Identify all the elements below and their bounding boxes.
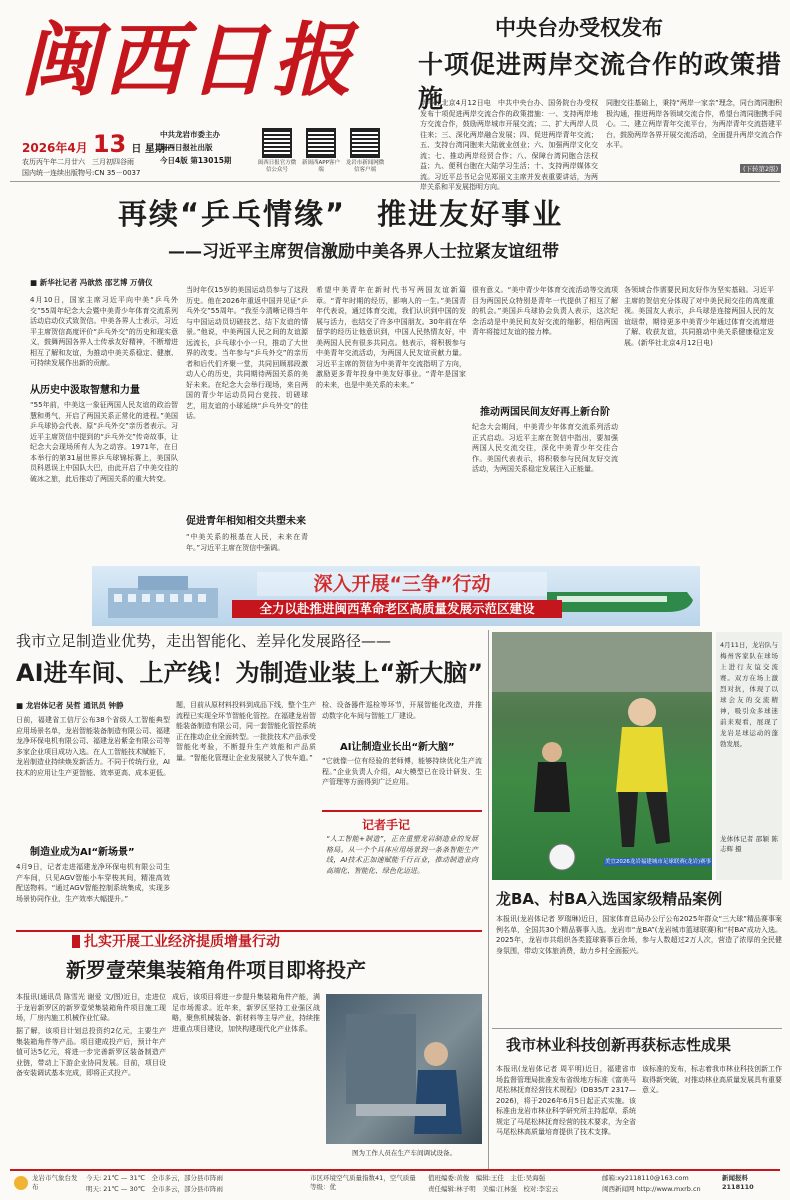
hotline: 新闻报料 2118110: [722, 1174, 754, 1191]
lead-col2: 当时年仅15岁的美国运动员参与了这段历史。他在2026年重返中国并见证“乒乓外交”55周年。“我至今清晰记得当年与中国运动员切磋技艺、结下友谊的情景。”他说，中美两国人民之间的友谊源远流长，乒乓球小小一只，推动了大世界的改变。当年参与“乒乓外交”的亲历者和后代们齐聚一堂，共同回顾那段激动人心的历史，共同期待两国关系的美好未来。在纪念大会举行现场，来自两国的青少年运动员同台竞技、切磋球艺，用友谊的小球延续“乒乓外交”的佳话。: [186, 286, 308, 420]
photo-caption: 4月11日，龙岩队与梅州客家队在球场上进行友谊交流赛。双方在场上激烈对抗，体现了以球会友的交流精神，吸引众多球迷前来观看，展现了龙岩足球运动的蓬勃发展。: [720, 641, 778, 748]
ai-col1: 日前，福建省工信厅公布38个省级人工智能典型应用场景名单，龙岩智能装备制造有限公司、福建龙净环保电机有限公司、福建龙岩紫金有限公司等多家企业项目成功入选。在人工智能技术赋能下，龙岩制造业持续焕发新活力。不同于传统行业，AI技术的应用让生产更智能、效率更高、成本更低。: [16, 716, 170, 777]
lead-col4: 很有意义。“美中青少年体育交流活动等交流项目为两国民众特别是青年一代提供了相互了解的机会。”美国乒乓球协会负责人表示，这次纪念活动是中美民间友好交流的缩影，相信两国青年将接过友谊的接力棒。: [472, 286, 618, 336]
factory-photo[interactable]: [326, 994, 482, 1144]
ai-headline[interactable]: AI进车间、上产线！为制造业装上“新大脑”: [16, 659, 484, 687]
date-line: [22, 130, 175, 158]
lunar-date: 农历丙午年二月廿六 三月初四谷雨: [22, 158, 134, 166]
lead-col4-subhead: 推动两国民间友好再上新台阶: [480, 407, 610, 418]
industry-body2: 成后，该项目将进一步提升集装箱角件产能，满足市场需求。近年来，新罗区坚持工业强区战略，聚焦机械装备、新材料等主导产业，持续推进重点项目建设，加快构建现代化产业体系。: [172, 993, 320, 1033]
weekday: 日 星期一: [131, 144, 175, 155]
top-story: [400, 0, 785, 191]
promo-label: 美宜2026龙岩福建城市足球联赛(龙岩)赛事: [604, 859, 712, 865]
editor-credits: 值班编委:黄俊 编辑:王佳 主任:吴海强: [428, 1174, 546, 1182]
factory-scene: [326, 994, 482, 1144]
top-story-title[interactable]: 中央台办受权发布: [495, 16, 663, 40]
qr-caption: 龙岩市新闻网微信客户端: [345, 160, 385, 173]
ai-col3: 检、设备器件巡检等环节，开展智能化改造，并推动数字化车间与智能工厂建设。: [322, 701, 482, 720]
weather-icon: [14, 1176, 28, 1190]
lead-col1: 4月10日，国家主席习近平向中美“乒乓外交”55周年纪念大会暨中美青少年体育交流系列活动启动仪式致贺信。中美各界人士表示，习近平主席贺信高度评价“乒乓外交”的历史和现实意义，鼓舞两国各界人士传承友好精神，不断增进相互了解和友谊，为推动中美关系稳定、健康、可持续发展作出新的贡献。: [30, 296, 178, 367]
lead-col5: 各领域合作需要民间友好作为坚实基础。习近平主席的贺信充分体现了对中美民间交往的高度重视。美国友人表示，乒乓球是连接两国人民的友谊纽带，期待更多中美青少年通过体育交流增进了解、收获友谊，共同推动中美关系健康稳定发展。(新华社北京4月12日电): [624, 286, 774, 347]
date-year-month: 2026年4月: [22, 141, 88, 155]
publisher-line: 闽西日报社出版: [160, 143, 213, 152]
banner-title[interactable]: 深入开展“三争”行动: [257, 572, 547, 596]
footer: [10, 1172, 780, 1198]
divider: [488, 630, 489, 1170]
lead-col2b: “中美关系的根基在人民，未来在青年。”习近平主席在贺信中强调。: [186, 533, 308, 552]
lead-col3: 希望中美青年在新时代书写两国友谊新篇章。“青年时期的经历，影响人的一生。”美国青年代表说，通过体育交流，我们认识到中国的发展与活力，也结交了许多中国朋友。30年前在华留学的经历让他意识到，中国人民热情友好，中美两国人民有很多共同点。他表示，将积极参与中美青年交流活动，为两国人民友谊贡献力量。习近平主席的贺信为中美青年交流指明了方向，激励更多青年投身中美友好事业。“青年是国家的未来，也是中美关系的未来。”: [316, 286, 466, 389]
ba-headline[interactable]: 龙BA、村BA入选国家级精品案例: [496, 890, 723, 908]
industry-label-bar: [16, 930, 482, 950]
weather-source: 龙岩市气象台发布: [32, 1174, 78, 1191]
qr-code[interactable]: [306, 128, 336, 158]
ai-col1b: 4月9日，记者走进福建龙净环保电机有限公司生产车间，只见AGV智能小车穿梭其间，精准高效配送物料。“通过AGV智能控制系统集成，实现多场景协同作业，生产效率大幅提升。”: [16, 863, 170, 903]
ai-kicker: 我市立足制造业优势，走出智能化、差异化发展路径——: [16, 632, 392, 650]
qr-code[interactable]: [350, 128, 380, 158]
website-link[interactable]: 闽西新闻网 http://www.mxrb.cn: [602, 1185, 701, 1193]
top-story-body-right: 同胞交往基础上，秉持“两岸一家亲”理念，同台湾同胞积极沟通，推进两岸各领域交流合作，希望台湾同胞携手同心。二、建立两岸青年交流平台，为两岸青年交流搭建平台，鼓励两岸各界开展交流活动，全面提升两岸交流合作水平。: [606, 99, 782, 149]
ba-body: 本报讯(龙岩体记者 罗瑞琳)近日，国家体育总局办公厅公布2025年群众“三大球”精品赛事案例名单，全国共30个精品赛事入选。龙岩市“龙BA”(龙岩城市篮球联赛)和“村BA”成功入选。2025年，龙岩市共组织各类篮球赛事百余场，参与人数超过2万人次，营造了浓厚的全民健身氛围，带动文体旅消费，助力乡村全面振兴。: [496, 915, 782, 955]
forestry-body2: 该标准的发布，标志着我市林业科技创新工作取得新突破，对推动林业高质量发展具有重要意义。: [642, 1065, 782, 1094]
editor-note-box: [322, 810, 482, 924]
air-quality: 市区环境空气质量指数41，空气质量等级：优: [310, 1174, 416, 1191]
lead-col4b: 纪念大会期间，中美青少年体育交流系列活动正式启动。习近平主席在贺信中指出，要加强两国人民交流交往，深化中美青少年交往合作。美国代表表示，将积极参与民间友好交流活动，为两国关系稳定发展注入正能量。: [472, 423, 618, 473]
divider: [492, 1028, 782, 1029]
lead-col1-subhead: 从历史中汲取智慧和力量: [30, 385, 140, 396]
football-scene: [492, 632, 712, 880]
publisher-line: 中共龙岩市委主办: [160, 130, 220, 139]
weather-tomorrow: 明天: 21℃ — 30℃ 全市多云，部分县市阵雨: [86, 1185, 224, 1193]
lead-headline[interactable]: 再续“乒乓情缘” 推进友好事业: [118, 197, 564, 231]
ai-col2: 题，目前从原材料投料到成品下线，整个生产流程已实现全环节智能化管控。在福建龙岩智能装备制造有限公司，同一套智能化管控系统正在推动企业全面转型。一批批技术产品承受智能化考验，不断提升生产效能和产品质量。“智能化管理让企业发展驶入了快车道。”: [176, 701, 316, 762]
editor-note-title: 记者手记: [362, 818, 411, 832]
banner: [92, 566, 700, 626]
lead-subheadline: ——习近平主席贺信激励中美各界人士拉紧友谊纽带: [168, 242, 559, 262]
weather-today: 今天: 21℃ — 31℃ 全市多云，部分县市阵雨: [86, 1174, 224, 1182]
ai-col1-subhead: 制造业成为AI“新场景”: [30, 847, 135, 858]
continued-label: (下转第2版): [740, 164, 781, 173]
banner-subtitle: 全力以赴推进闽西革命老区高质量发展示范区建设: [232, 600, 562, 618]
industry-flag-icon: [72, 935, 80, 948]
email-link[interactable]: 邮箱:xy2118110@163.com: [602, 1174, 689, 1182]
industry-body: 据了解，该项目计划总投资约2亿元，主要生产集装箱角件等产品。项目建成投产后，预计年产值可达5亿元，将进一步完善新罗区装备制造产业链，带动上下游企业协同发展。目前，项目设备安装调试基本完成，即将正式投产。: [16, 1027, 166, 1077]
qr-caption: 新闽西APP客户端: [302, 160, 340, 173]
publisher-info: [160, 128, 255, 167]
industry-headline[interactable]: 新罗壹荣集装箱角件项目即将投产: [66, 958, 366, 982]
industry-byline: 本报讯(通讯员 陈雪光 谢爱 文/图)近日，走进位于龙岩新罗区的新罗壹荣集装箱角件项目施工现场，厂房内施工机械作业忙碌。: [16, 993, 166, 1022]
lead-byline: ■ 新华社记者 冯歆然 邵艺博 万倩仪: [30, 278, 153, 287]
date-day: 13: [92, 130, 127, 158]
ai-col3b: “它就像一位有经验的老师傅，能够持续优化生产流程。”企业负责人介绍，AI大模型已在设计研发、生产管理等方面得到广泛应用。: [322, 757, 482, 786]
qr-code[interactable]: [262, 128, 292, 158]
industry-label: 扎实开展工业经济提质增量行动: [84, 934, 280, 950]
editor-credits-2: 责任编辑:林子明 美编:江林强 校对:李宏云: [428, 1185, 559, 1193]
top-story-body: 新华社北京4月12日电 中共中央台办、国务院台办受权发布十项促进两岸交流合作的政策措施：一、支持两岸地方交流合作，鼓励两岸城市开展交流；二、扩大两岸人员往来；三、深化两岸融合发展；四、促进两岸青年交流；五、支持台湾同胞来大陆就业创业；六、加强两岸文化交流；七、推动两岸经贸合作；八、保障台湾同胞合法权益；九、便利台胞在大陆学习生活；十、支持两岸媒体交流。习近平总书记会见郑丽文主席并发表重要讲话，为两岸关系和平发展指明方向。: [420, 99, 598, 191]
ai-byline: ■ 龙岩体记者 吴哲 通讯员 钟静: [16, 701, 124, 710]
building-illustration: [98, 572, 238, 622]
lead-col1b: “55年前，中美这一象征两国人民友谊的政治智慧和勇气，开启了两国关系正常化的进程。”美国乒乓球协会代表、原“乒乓外交”亲历者表示。习近平主席贺信中提到的“乒乓外交”传奇故事，让纪念大会现场所有人为之动容。1971年，在日本举行的第31届世界乒乓球锦标赛上，美国队员科恩误上中国队大巴，由此开启了中美交往的破冰之旅，此后推动了两国关系的重大转变。: [30, 401, 178, 483]
masthead-logo: 闽西日报: [20, 13, 356, 107]
photo-caption-box: [716, 632, 782, 880]
publisher-line: 今日4版 第13015期: [160, 156, 232, 165]
divider: [10, 181, 780, 182]
qr-caption: 闽西日报官方微信公众号: [257, 160, 297, 173]
factory-photo-caption: 图为工作人员在生产车间调试设备。: [352, 1149, 456, 1157]
ai-col3-subhead: AI让制造业长出“新大脑”: [340, 742, 455, 753]
footer-rule: [10, 1169, 780, 1171]
editor-note-text: “人工智能+制造”，正在重塑龙岩制造业的发展格局。从一个个具体应用场景到一条条智能生产线，AI技术正加速赋能千行百业，推动制造业向高端化、智能化、绿色化迈进。: [326, 835, 478, 875]
forestry-body: 本报讯(龙岩体记者 周平明)近日，福建省市场监督管理局批准发布省级地方标准《富美马尾松林抚育经营技术规程》(DB35/T 2317—2026)，将于2026年6月5日起正式实施。该标准由龙岩市林业科学研究所主持起草，系统规定了马尾松林抚育经营的技术要求，为全省马尾松林高质量培育提供了技术支撑。: [496, 1065, 636, 1136]
football-photo[interactable]: [492, 632, 712, 880]
photo-credit: 龙体体记者 邵颖 陈志辉 摄: [720, 835, 778, 853]
forestry-headline[interactable]: 我市林业科技创新再获标志性成果: [506, 1036, 732, 1054]
serial-number: 国内统一连续出版物号:CN 35－0037: [22, 169, 141, 177]
top-story-title[interactable]: 十项促进两岸交流合作的政策措施: [418, 50, 783, 113]
lead-col2-subhead: 促进青年相知相交共塑未来: [186, 516, 306, 527]
